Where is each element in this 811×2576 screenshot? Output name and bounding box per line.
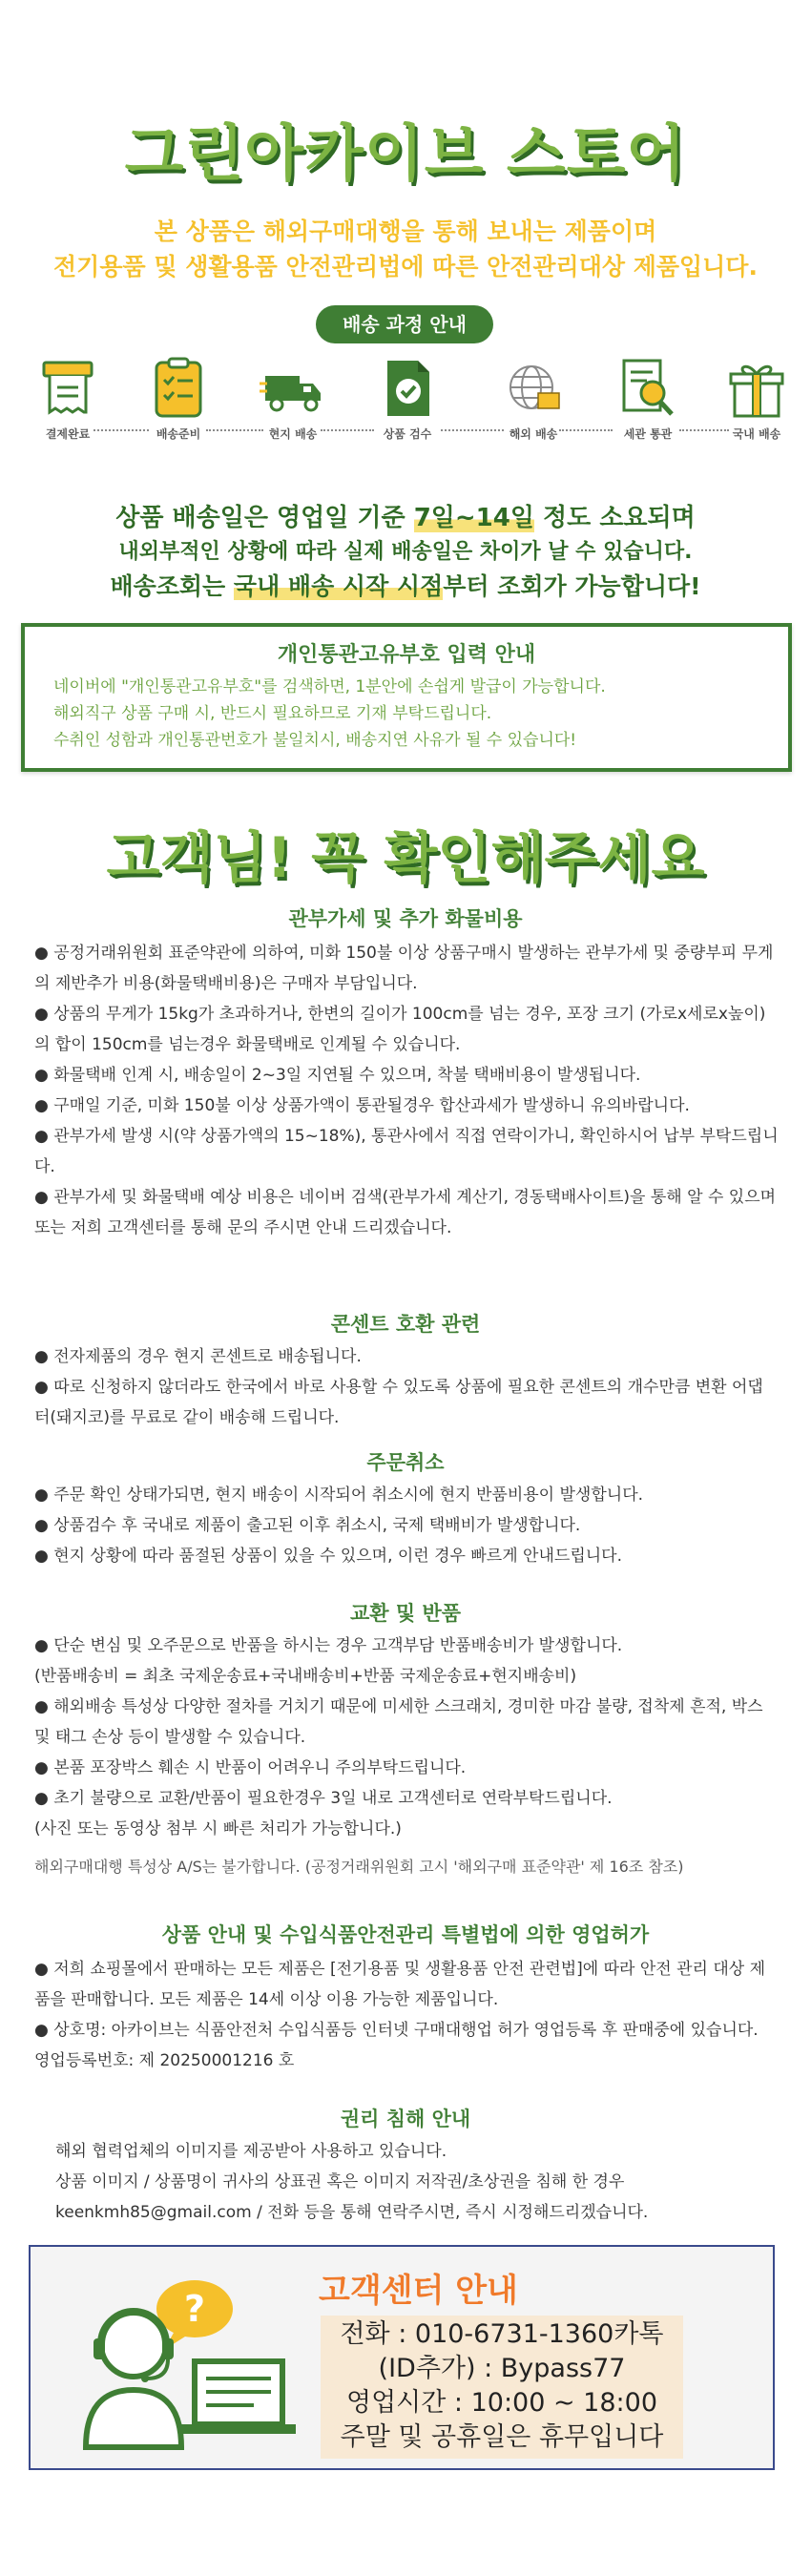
step-label: 상품 검수 bbox=[383, 427, 432, 441]
step-label: 해외 배송 bbox=[509, 427, 558, 441]
inspection-check-icon bbox=[374, 355, 441, 422]
safety-notice bbox=[0, 214, 811, 284]
step-label: 세관 통관 bbox=[623, 427, 673, 441]
receipt-icon bbox=[34, 355, 101, 422]
exchange-paragraph: ● 초기 불량으로 교환/반품이 필요한경우 3일 내로 고객센터로 연락부탁드립니다. bbox=[34, 1789, 613, 1808]
duty-paragraph: ● 관부가세 및 화물택배 예상 비용은 네이버 검색(관부가세 계산기, 경동택배사이트)을 통해 알 수 있으며 또는 저희 고객센터를 통해 문의 주시면 안내 드리겠습니다. bbox=[34, 1188, 777, 1237]
step-label: 배송준비 bbox=[156, 427, 201, 441]
duty-section bbox=[0, 904, 811, 1243]
outlet-section-title: 콘센트 호환 관련 bbox=[330, 1313, 481, 1336]
kakao-id-line: (ID추가) : Bypass77 bbox=[378, 2354, 626, 2383]
truck-icon bbox=[260, 355, 326, 422]
exchange-section bbox=[0, 1598, 811, 1882]
customer-center-box bbox=[29, 2245, 775, 2470]
customer-center-title: 고객센터 안내 bbox=[319, 2272, 518, 2310]
svg-text:?: ? bbox=[183, 2288, 206, 2330]
shipping-steps bbox=[38, 355, 782, 450]
check-notice-title: 고객님! 꼭 확인해주세요 bbox=[106, 825, 705, 890]
exchange-paragraph: (사진 또는 동영상 첨부 시 빠른 처리가 가능합니다.) bbox=[34, 1819, 402, 1839]
customer-center-info bbox=[321, 2316, 683, 2459]
business-hours-line: 영업시간 : 10:00 ~ 18:00 bbox=[346, 2388, 657, 2418]
highlight-text: 국내 배송 시작 시점 bbox=[233, 572, 444, 600]
duty-paragraph: ● 관부가세 발생 시(약 상품가액의 15~18%), 통관사에서 직접 연락이가니, 확인하시어 납부 부탁드립니다. bbox=[34, 1127, 779, 1176]
delivery-info bbox=[0, 500, 811, 605]
text-segment: 상품 배송일은 영업일 기준 bbox=[115, 504, 414, 532]
outlet-section bbox=[0, 1309, 811, 1433]
duty-paragraph: ● 공정거래위원회 표준약관에 의하여, 미화 150불 이상 상품구매시 발생하는 관부가세 및 중량부피 무게의 제반추가 비용(화물택배비용)은 구매자 부담입니다. bbox=[34, 944, 774, 993]
duty-paragraph: ● 화물택배 인계 시, 배송일이 2~3일 지연될 수 있으며, 착불 택배비용이 발생됩니다. bbox=[34, 1066, 641, 1085]
license-paragraph: ● 저희 쇼핑몰에서 판매하는 모든 제품은 [전기용품 및 생활용품 안전 관련법]에 따라 안전 관리 대상 제품을 판매합니다. 모든 제품은 14세 이상 이용 가능한 제품입니다. bbox=[34, 1960, 766, 2009]
customs-code-line: 수취인 성함과 개인통관번호가 불일치시, 배송지연 사유가 될 수 있습니다! bbox=[53, 731, 577, 750]
globe-icon bbox=[500, 355, 567, 422]
step-inspection bbox=[364, 355, 450, 442]
headset-agent-icon bbox=[52, 2256, 300, 2457]
cancel-section bbox=[0, 1447, 811, 1571]
cancel-paragraph: ● 주문 확인 상태가되면, 현지 배송이 시작되어 취소시에 현지 반품비용이 발생합니다. bbox=[34, 1485, 644, 1505]
step-payment bbox=[25, 355, 111, 442]
clipboard-icon bbox=[145, 355, 212, 422]
step-domestic-delivery bbox=[714, 355, 800, 442]
step-label: 현지 배송 bbox=[268, 427, 318, 441]
safety-notice-line1: 본 상품은 해외구매대행을 통해 보내는 제품이며 bbox=[154, 218, 657, 245]
holiday-line: 주말 및 공휴일은 휴무입니다 bbox=[340, 2422, 664, 2452]
delivery-variance: 내외부적인 상황에 따라 실제 배송일은 차이가 날 수 있습니다. bbox=[118, 540, 693, 564]
highlight-text: 7일~14일 bbox=[413, 504, 534, 532]
text-segment: 부터 조회가 가능합니다! bbox=[443, 572, 701, 600]
rights-section bbox=[0, 2104, 811, 2228]
license-section bbox=[0, 1920, 811, 2076]
exchange-paragraph: ● 단순 변심 및 오주문으로 반품을 하시는 경우 고객부담 반품배송비가 발생합니다. bbox=[34, 1636, 623, 1655]
delivery-duration bbox=[0, 500, 811, 536]
duty-paragraph: ● 상품의 무게가 15kg가 초과하거나, 한변의 길이가 100cm를 넘는 경우, 포장 크기 (가로x세로x높이)의 합이 150cm를 넘는경우 화물택배로 인계될 수 있습니다. bbox=[34, 1005, 766, 1054]
customs-code-title: 개인통관고유부호 입력 안내 bbox=[277, 643, 536, 667]
step-preparation bbox=[135, 355, 221, 442]
customs-code-line: 네이버에 "개인통관고유부호"를 검색하면, 1분안에 손쉽게 발급이 가능합니다. bbox=[53, 677, 606, 696]
customs-code-notice bbox=[21, 623, 792, 772]
shipping-process-badge: 배송 과정 안내 bbox=[316, 305, 493, 343]
cancel-section-title: 주문취소 bbox=[366, 1451, 445, 1474]
document-search-icon bbox=[614, 355, 681, 422]
duty-section-title: 관부가세 및 추가 화물비용 bbox=[288, 907, 523, 930]
step-overseas-delivery bbox=[490, 355, 576, 442]
rights-contact: keenkmh85@gmail.com / 전화 등을 통해 연락주시면, 즉시 시정해드리겠습니다. bbox=[55, 2203, 649, 2222]
cancel-paragraph: ● 현지 상황에 따라 품절된 상품이 있을 수 있으며, 이런 경우 빠르게 안내드립니다. bbox=[34, 1547, 622, 1566]
exchange-section-title: 교환 및 반품 bbox=[349, 1602, 462, 1625]
license-section-title: 상품 안내 및 수입식품안전관리 특별법에 의한 영업허가 bbox=[161, 1923, 650, 1946]
as-notice: 해외구매대행 특성상 A/S는 불가합니다. (공정거래위원회 고시 '해외구매 표준약관' 제 16조 참조) bbox=[34, 1858, 684, 1876]
license-paragraph: ● 상호명: 아카이브는 식품안전처 수입식품등 인터넷 구매대행업 허가 영업등록 후 판매중에 있습니다. 영업등록번호: 제 20250001216 호 bbox=[34, 2021, 759, 2070]
exchange-paragraph: ● 해외배송 특성상 다양한 절차를 거치기 때문에 미세한 스크래치, 경미한 마감 불량, 접착제 흔적, 박스 및 태그 손상 등이 발생할 수 있습니다. bbox=[34, 1697, 763, 1747]
customs-code-line: 해외직구 상품 구매 시, 반드시 필요하므로 기재 부탁드립니다. bbox=[53, 704, 492, 723]
rights-paragraph: 상품 이미지 / 상품명이 귀사의 상표권 혹은 이미지 저작권/초상권을 침해 한 경우 bbox=[55, 2172, 625, 2192]
step-label: 국내 배송 bbox=[732, 427, 781, 441]
rights-paragraph: 해외 협력업체의 이미지를 제공받아 사용하고 있습니다. bbox=[55, 2142, 447, 2161]
step-local-delivery bbox=[250, 355, 336, 442]
step-label: 결제완료 bbox=[45, 427, 91, 441]
cancel-paragraph: ● 상품검수 후 국내로 제품이 출고된 이후 취소시, 국제 택배비가 발생합니다. bbox=[34, 1516, 581, 1535]
step-customs-clearance bbox=[605, 355, 691, 442]
phone-line: 전화 : 010-6731-1360카톡 bbox=[340, 2319, 664, 2349]
safety-notice-line2: 전기용품 및 생활용품 안전관리법에 따른 안전관리대상 제품입니다. bbox=[53, 253, 758, 280]
outlet-paragraph: ● 따로 신청하지 않더라도 한국에서 바로 사용할 수 있도록 상품에 필요한 콘센트의 개수만큼 변환 어댑터(돼지코)를 무료로 같이 배송해 드립니다. bbox=[34, 1378, 763, 1427]
rights-section-title: 권리 침해 안내 bbox=[340, 2108, 471, 2130]
text-segment: 정도 소요되며 bbox=[533, 504, 696, 532]
delivery-tracking bbox=[0, 569, 811, 605]
duty-paragraph: ● 구매일 기준, 미화 150불 이상 상품가액이 통관될경우 합산과세가 발생하니 유의바랍니다. bbox=[34, 1096, 690, 1115]
outlet-paragraph: ● 전자제품의 경우 현지 콘센트로 배송됩니다. bbox=[34, 1347, 362, 1366]
store-title: 그린아카이브 스토어 bbox=[124, 119, 687, 190]
gift-box-icon bbox=[723, 355, 790, 422]
exchange-paragraph: ● 본품 포장박스 훼손 시 반품이 어려우니 주의부탁드립니다. bbox=[34, 1758, 467, 1777]
exchange-paragraph: (반품배송비 = 최초 국제운송료+국내배송비+반품 국제운송료+현지배송비) bbox=[34, 1667, 577, 1686]
text-segment: 배송조회는 bbox=[110, 572, 234, 600]
